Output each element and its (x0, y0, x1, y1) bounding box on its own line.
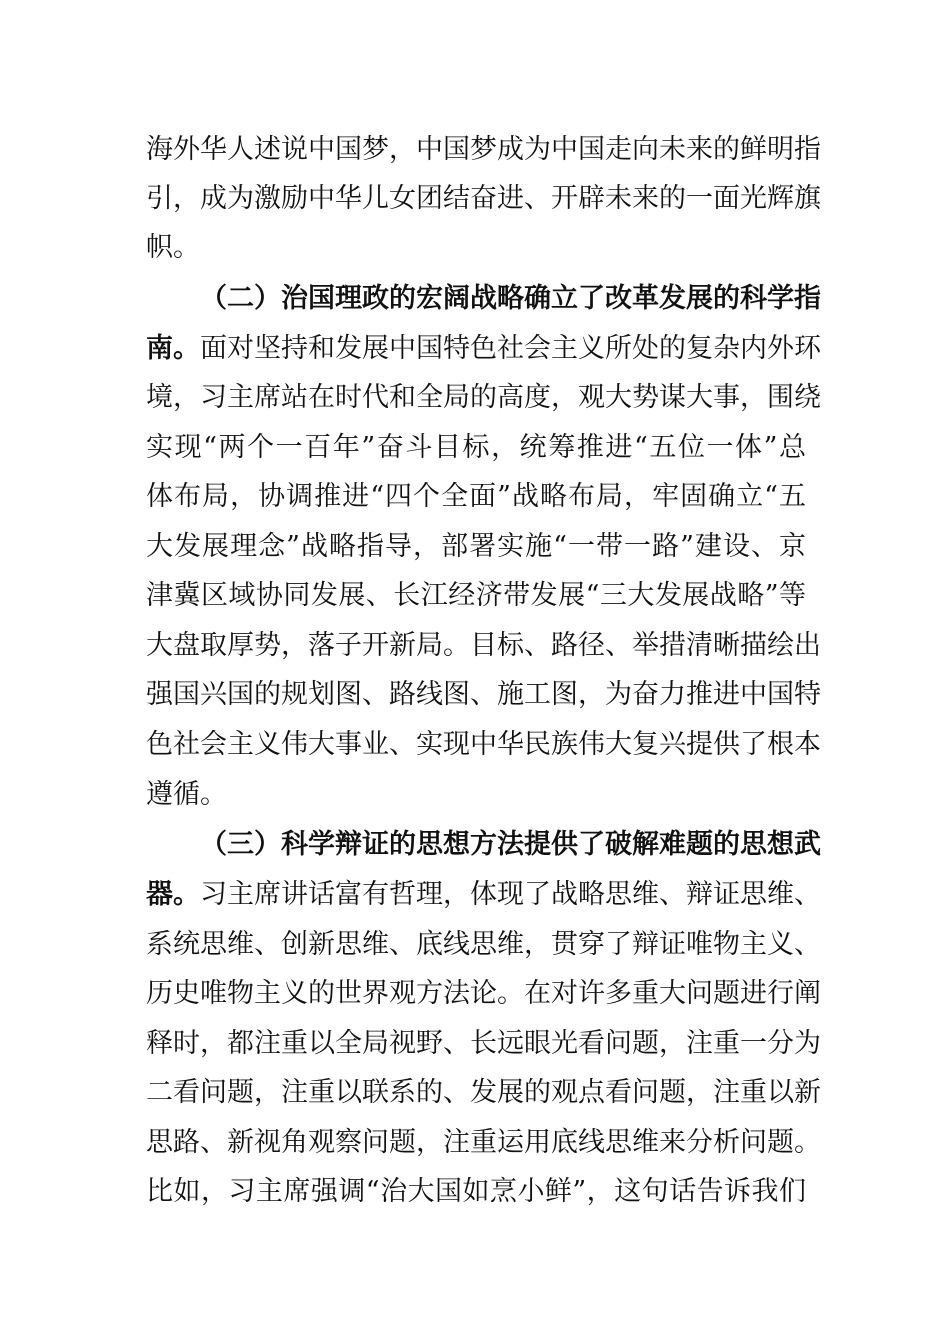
paragraph-3-line-1-text: 习主席讲话富有哲理，体现了战略思维、辩证思维、 (200, 879, 821, 910)
paragraph-3-line-3: 历史唯物主义的世界观方法论。在对许多重大问题进行阐 (146, 978, 821, 1009)
section-3-heading-end: 器。 (146, 879, 200, 910)
paragraph-2-line-6: 津冀区域协同发展、长江经济带发展“三大发展战略”等 (146, 580, 806, 611)
paragraph-1-line-2: 引，成为激励中华儿女团结奋进、开辟未来的一面光辉旗 (146, 183, 821, 214)
paragraph-2-line-10: 遵循。 (146, 779, 227, 810)
paragraph-2-line-9: 色社会主义伟大事业、实现中华民族伟大复兴提供了根本 (146, 729, 821, 760)
section-2-heading: （二）治国理政的宏阔战略确立了改革发展的科学指 (200, 283, 821, 314)
paragraph-2-line-1-text: 面对坚持和发展中国特色社会主义所处的复杂内外环 (200, 333, 821, 364)
paragraph-2-line-5: 大发展理念”战略指导，部署实施“一带一路”建设、京 (146, 531, 806, 562)
paragraph-3-line-2: 系统思维、创新思维、底线思维，贯穿了辩证唯物主义、 (146, 929, 821, 960)
paragraph-3-line-7: 比如，习主席强调“治大国如烹小鲜”，这句话告诉我们 (146, 1176, 806, 1207)
section-2-heading-end: 南。 (146, 333, 200, 364)
paragraph-2-line-8: 强国兴国的规划图、路线图、施工图，为奋力推进中国特 (146, 679, 821, 710)
paragraph-1-line-1: 海外华人述说中国梦，中国梦成为中国走向未来的鲜明指 (146, 134, 821, 165)
paragraph-3-line-4: 释时，都注重以全局视野、长远眼光看问题，注重一分为 (146, 1028, 821, 1059)
paragraph-3-line-5: 二看问题，注重以联系的、发展的观点看问题，注重以新 (146, 1077, 821, 1108)
paragraph-2-line-3: 实现“两个一百年”奋斗目标，统筹推进“五位一体”总 (146, 432, 806, 463)
section-3-heading: （三）科学辩证的思想方法提供了破解难题的思想武 (200, 829, 821, 860)
paragraph-2-line-2: 境，习主席站在时代和全局的高度，观大势谋大事，围绕 (146, 382, 821, 413)
paragraph-3-line-1 (146, 875, 821, 915)
paragraph-3-line-6: 思路、新视角观察问题，注重运用底线思维来分析问题。 (146, 1127, 821, 1158)
paragraph-2-line-4: 体布局，协调推进“四个全面”战略布局，牢固确立“五 (146, 481, 806, 512)
paragraph-1-line-3: 帜。 (146, 232, 200, 263)
paragraph-2-line-7: 大盘取厚势，落子开新局。目标、路径、举措清晰描绘出 (146, 630, 821, 661)
paragraph-2-line-1 (146, 329, 821, 369)
